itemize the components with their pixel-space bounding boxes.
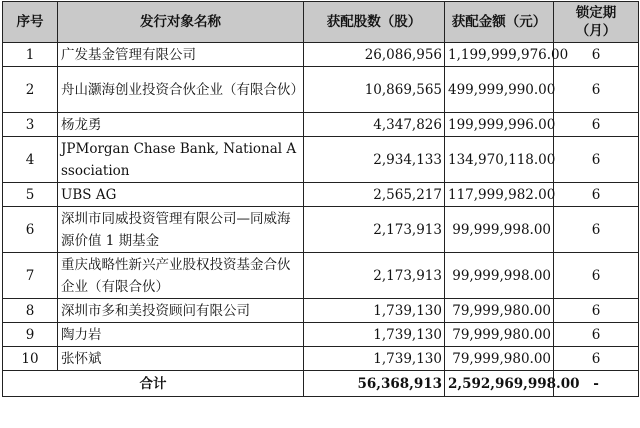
header-name: 发行对象名称 <box>58 2 304 43</box>
row-lock: 6 <box>554 253 639 299</box>
row-lock: 6 <box>554 207 639 253</box>
row-no: 10 <box>3 347 58 371</box>
table-header-row <box>3 2 639 43</box>
header-no: 序号 <box>3 2 58 43</box>
row-name: 陶力岩 <box>58 323 304 347</box>
header-shares: 获配股数（股） <box>304 2 445 43</box>
row-amount: 199,999,996.00 <box>445 113 554 137</box>
row-no: 6 <box>3 207 58 253</box>
row-lock: 6 <box>554 347 639 371</box>
row-shares: 2,173,913 <box>304 207 445 253</box>
table-row <box>3 43 639 67</box>
row-amount: 117,999,982.00 <box>445 183 554 207</box>
header-lock-line2: （月） <box>575 23 617 39</box>
row-amount: 99,999,998.00 <box>445 207 554 253</box>
total-lock: - <box>554 371 639 397</box>
table-row <box>3 183 639 207</box>
row-amount: 79,999,980.00 <box>445 347 554 371</box>
row-lock: 6 <box>554 43 639 67</box>
row-name: 张怀斌 <box>58 347 304 371</box>
row-lock: 6 <box>554 137 639 183</box>
row-amount: 79,999,980.00 <box>445 323 554 347</box>
row-no: 1 <box>3 43 58 67</box>
allocation-table-container <box>2 1 639 397</box>
row-no: 8 <box>3 299 58 323</box>
row-name: 深圳市同威投资管理有限公司—同威海源价值 1 期基金 <box>58 207 304 253</box>
row-lock: 6 <box>554 113 639 137</box>
row-amount: 1,199,999,976.00 <box>445 43 554 67</box>
row-lock: 6 <box>554 299 639 323</box>
table-row <box>3 323 639 347</box>
row-shares: 1,739,130 <box>304 299 445 323</box>
row-name: 广发基金管理有限公司 <box>58 43 304 67</box>
row-no: 5 <box>3 183 58 207</box>
row-shares: 2,173,913 <box>304 253 445 299</box>
row-lock: 6 <box>554 323 639 347</box>
row-amount: 499,999,990.00 <box>445 67 554 113</box>
total-shares: 56,368,913 <box>304 371 445 397</box>
row-lock: 6 <box>554 67 639 113</box>
allocation-table <box>2 1 639 397</box>
row-name: 舟山灏海创业投资合伙企业（有限合伙） <box>58 67 304 113</box>
row-shares: 1,739,130 <box>304 347 445 371</box>
table-row <box>3 137 639 183</box>
row-no: 4 <box>3 137 58 183</box>
row-no: 3 <box>3 113 58 137</box>
header-lock <box>554 2 639 43</box>
row-name: JPMorgan Chase Bank, National Association <box>58 137 304 183</box>
table-row <box>3 207 639 253</box>
row-amount: 134,970,118.00 <box>445 137 554 183</box>
row-shares: 2,565,217 <box>304 183 445 207</box>
total-label: 合计 <box>3 371 304 397</box>
row-name: 杨龙勇 <box>58 113 304 137</box>
row-name: 深圳市多和美投资顾问有限公司 <box>58 299 304 323</box>
row-no: 2 <box>3 67 58 113</box>
header-lock-line1: 锁定期 <box>575 5 617 21</box>
row-shares: 10,869,565 <box>304 67 445 113</box>
table-row <box>3 67 639 113</box>
table-row <box>3 253 639 299</box>
row-name: UBS AG <box>58 183 304 207</box>
row-no: 7 <box>3 253 58 299</box>
row-shares: 2,934,133 <box>304 137 445 183</box>
total-amount: 2,592,969,998.00 <box>445 371 554 397</box>
row-shares: 26,086,956 <box>304 43 445 67</box>
table-row <box>3 113 639 137</box>
header-amount: 获配金额（元） <box>445 2 554 43</box>
row-name: 重庆战略性新兴产业股权投资基金合伙企业（有限合伙） <box>58 253 304 299</box>
table-row <box>3 347 639 371</box>
row-shares: 4,347,826 <box>304 113 445 137</box>
total-row <box>3 371 639 397</box>
row-amount: 99,999,998.00 <box>445 253 554 299</box>
row-amount: 79,999,980.00 <box>445 299 554 323</box>
row-shares: 1,739,130 <box>304 323 445 347</box>
table-row <box>3 299 639 323</box>
row-no: 9 <box>3 323 58 347</box>
row-lock: 6 <box>554 183 639 207</box>
